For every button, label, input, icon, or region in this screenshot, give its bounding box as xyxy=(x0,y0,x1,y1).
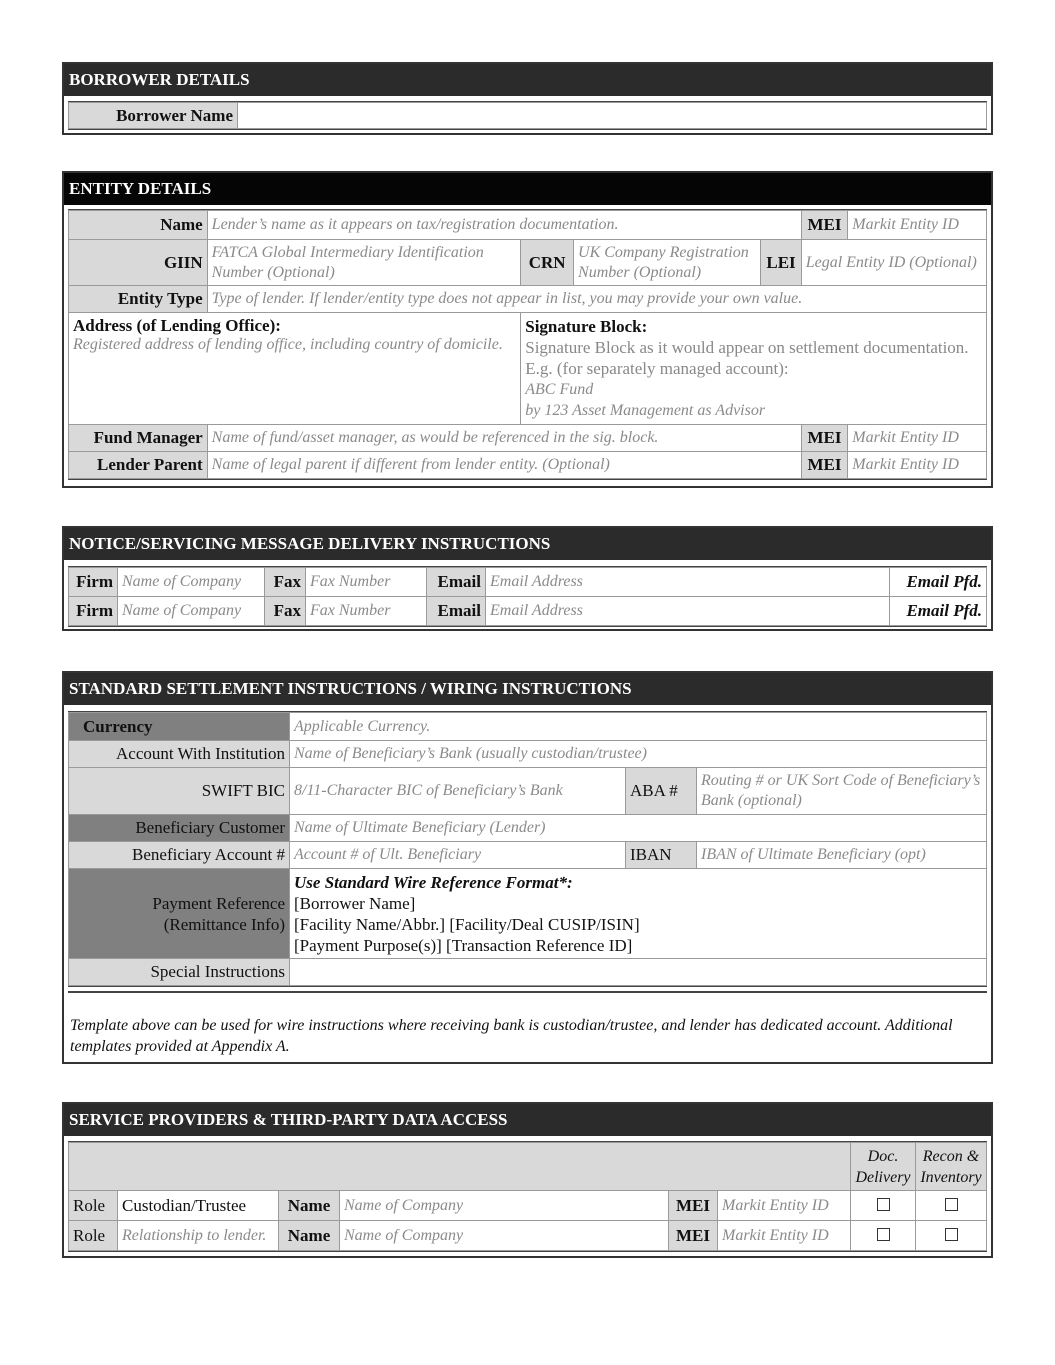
signature-label: Signature Block: xyxy=(525,317,648,336)
payref-line1: [Borrower Name] xyxy=(294,893,416,913)
doc-delivery-column: Doc. Delivery xyxy=(851,1143,916,1191)
name-field[interactable]: Name of Company xyxy=(340,1191,669,1221)
email-preferred[interactable]: Email Pfd. xyxy=(890,568,987,597)
name-label: Name xyxy=(279,1221,340,1251)
lender-parent-label: Lender Parent xyxy=(69,452,208,479)
fund-manager-field[interactable]: Name of fund/asset manager, as would be referenced in the sig. block. xyxy=(207,425,801,452)
special-instructions-label: Special Instructions xyxy=(69,959,290,986)
signature-text: Signature Block as it would appear on settlement documentation. E.g. (for separately managed account): xyxy=(525,338,969,378)
borrower-details-section xyxy=(62,62,993,135)
address-placeholder: Registered address of lending office, including country of domicile. xyxy=(73,336,503,353)
service-row xyxy=(69,1221,987,1251)
service-row xyxy=(69,1191,987,1221)
firm-label: Firm xyxy=(69,597,118,626)
email-field[interactable]: Email Address xyxy=(486,597,890,626)
aba-label: ABA # xyxy=(626,768,697,815)
fund-manager-mei-field[interactable]: Markit Entity ID xyxy=(848,425,987,452)
email-field[interactable]: Email Address xyxy=(486,568,890,597)
recon-inventory-column: Recon & Inventory xyxy=(916,1143,987,1191)
payref-label xyxy=(69,869,290,959)
borrower-name-field[interactable] xyxy=(238,103,987,129)
email-label: Email xyxy=(427,568,486,597)
role-label: Role xyxy=(69,1191,118,1221)
payref-line2: [Facility Name/Abbr.] [Facility/Deal CUSIP/ISIN] xyxy=(294,914,640,934)
notice-row xyxy=(69,597,987,626)
role-label: Role xyxy=(69,1221,118,1251)
payref-line3: [Payment Purpose(s)] [Transaction Reference ID] xyxy=(294,935,633,955)
service-providers-header: SERVICE PROVIDERS & THIRD-PARTY DATA ACCESS xyxy=(64,1104,991,1136)
mei-field[interactable]: Markit Entity ID xyxy=(718,1221,851,1251)
entity-details-section xyxy=(62,171,993,488)
entity-type-field[interactable]: Type of lender. If lender/entity type does not appear in list, you may provide your own value. xyxy=(207,286,986,313)
notice-section xyxy=(62,526,993,631)
checkbox-icon[interactable] xyxy=(877,1228,890,1241)
recon-inventory-checkbox[interactable] xyxy=(916,1221,987,1251)
notice-header: NOTICE/SERVICING MESSAGE DELIVERY INSTRUCTIONS xyxy=(64,528,991,560)
mei-label: MEI xyxy=(669,1221,718,1251)
email-label: Email xyxy=(427,597,486,626)
giin-label: GIIN xyxy=(69,240,208,286)
iban-label: IBAN xyxy=(626,842,697,869)
doc-delivery-checkbox[interactable] xyxy=(851,1191,916,1221)
firm-label: Firm xyxy=(69,568,118,597)
entity-mei-field[interactable]: Markit Entity ID xyxy=(848,211,987,240)
recon-inventory-checkbox[interactable] xyxy=(916,1191,987,1221)
lender-parent-mei-field[interactable]: Markit Entity ID xyxy=(848,452,987,479)
name-field[interactable]: Name of Company xyxy=(340,1221,669,1251)
entity-name-label: Name xyxy=(69,211,208,240)
bene-account-field[interactable]: Account # of Ult. Beneficiary xyxy=(290,842,626,869)
ssi-header: STANDARD SETTLEMENT INSTRUCTIONS / WIRING INSTRUCTIONS xyxy=(64,673,991,705)
borrower-details-header: BORROWER DETAILS xyxy=(64,64,991,96)
crn-field[interactable]: UK Company Registration Number (Optional) xyxy=(574,240,761,286)
service-header-blank xyxy=(69,1143,851,1191)
borrower-name-label: Borrower Name xyxy=(69,103,238,129)
name-label: Name xyxy=(279,1191,340,1221)
lender-parent-mei-label: MEI xyxy=(801,452,848,479)
signature-cell[interactable] xyxy=(521,313,987,425)
crn-label: CRN xyxy=(521,240,574,286)
notice-row xyxy=(69,568,987,597)
checkbox-icon[interactable] xyxy=(945,1228,958,1241)
currency-label: Currency xyxy=(69,713,290,741)
lei-label: LEI xyxy=(761,240,801,286)
fax-label: Fax xyxy=(265,568,306,597)
awi-label: Account With Institution xyxy=(69,741,290,768)
entity-type-label: Entity Type xyxy=(69,286,208,313)
checkbox-icon[interactable] xyxy=(877,1198,890,1211)
bene-account-label: Beneficiary Account # xyxy=(69,842,290,869)
entity-details-header: ENTITY DETAILS xyxy=(64,173,991,205)
fax-field[interactable]: Fax Number xyxy=(306,597,427,626)
giin-field[interactable]: FATCA Global Intermediary Identification Number (Optional) xyxy=(207,240,521,286)
email-preferred[interactable]: Email Pfd. xyxy=(890,597,987,626)
mei-field[interactable]: Markit Entity ID xyxy=(718,1191,851,1221)
special-instructions-field[interactable] xyxy=(290,959,987,986)
entity-name-field[interactable]: Lender’s name as it appears on tax/registration documentation. xyxy=(207,211,801,240)
awi-field[interactable]: Name of Beneficiary’s Bank (usually custodian/trustee) xyxy=(290,741,987,768)
bene-customer-field[interactable]: Name of Ultimate Beneficiary (Lender) xyxy=(290,815,987,842)
swift-label: SWIFT BIC xyxy=(69,768,290,815)
fund-manager-label: Fund Manager xyxy=(69,425,208,452)
service-providers-section xyxy=(62,1102,993,1258)
payref-label-2: (Remittance Info) xyxy=(163,914,285,934)
lei-field[interactable]: Legal Entity ID (Optional) xyxy=(801,240,986,286)
address-label: Address (of Lending Office): xyxy=(73,316,281,335)
ssi-note: Template above can be used for wire instructions where receiving bank is custodian/trustee, and lender has dedicated account. Additional templates provided at Appendix A. xyxy=(68,991,987,1057)
role-field[interactable]: Relationship to lender. xyxy=(118,1221,279,1251)
fax-field[interactable]: Fax Number xyxy=(306,568,427,597)
bene-customer-label: Beneficiary Customer xyxy=(69,815,290,842)
doc-delivery-checkbox[interactable] xyxy=(851,1221,916,1251)
iban-field[interactable]: IBAN of Ultimate Beneficiary (opt) xyxy=(697,842,987,869)
mei-label: MEI xyxy=(669,1191,718,1221)
ssi-section xyxy=(62,671,993,1064)
entity-mei-label: MEI xyxy=(801,211,848,240)
signature-advisor: by 123 Asset Management as Advisor xyxy=(525,402,766,419)
checkbox-icon[interactable] xyxy=(945,1198,958,1211)
swift-field[interactable]: 8/11-Character BIC of Beneficiary’s Bank xyxy=(290,768,626,815)
role-field[interactable]: Custodian/Trustee xyxy=(118,1191,279,1221)
payref-title: Use Standard Wire Reference Format*: xyxy=(294,872,573,892)
firm-field[interactable]: Name of Company xyxy=(118,568,265,597)
firm-field[interactable]: Name of Company xyxy=(118,597,265,626)
signature-fund: ABC Fund xyxy=(525,381,594,398)
payref-label-1: Payment Reference xyxy=(152,893,285,913)
payref-field[interactable] xyxy=(290,869,987,959)
address-cell[interactable] xyxy=(69,313,521,425)
aba-field[interactable]: Routing # or UK Sort Code of Beneficiary’s Bank (optional) xyxy=(697,768,987,815)
fund-manager-mei-label: MEI xyxy=(801,425,848,452)
lender-parent-field[interactable]: Name of legal parent if different from lender entity. (Optional) xyxy=(207,452,801,479)
currency-field[interactable]: Applicable Currency. xyxy=(290,713,987,741)
fax-label: Fax xyxy=(265,597,306,626)
